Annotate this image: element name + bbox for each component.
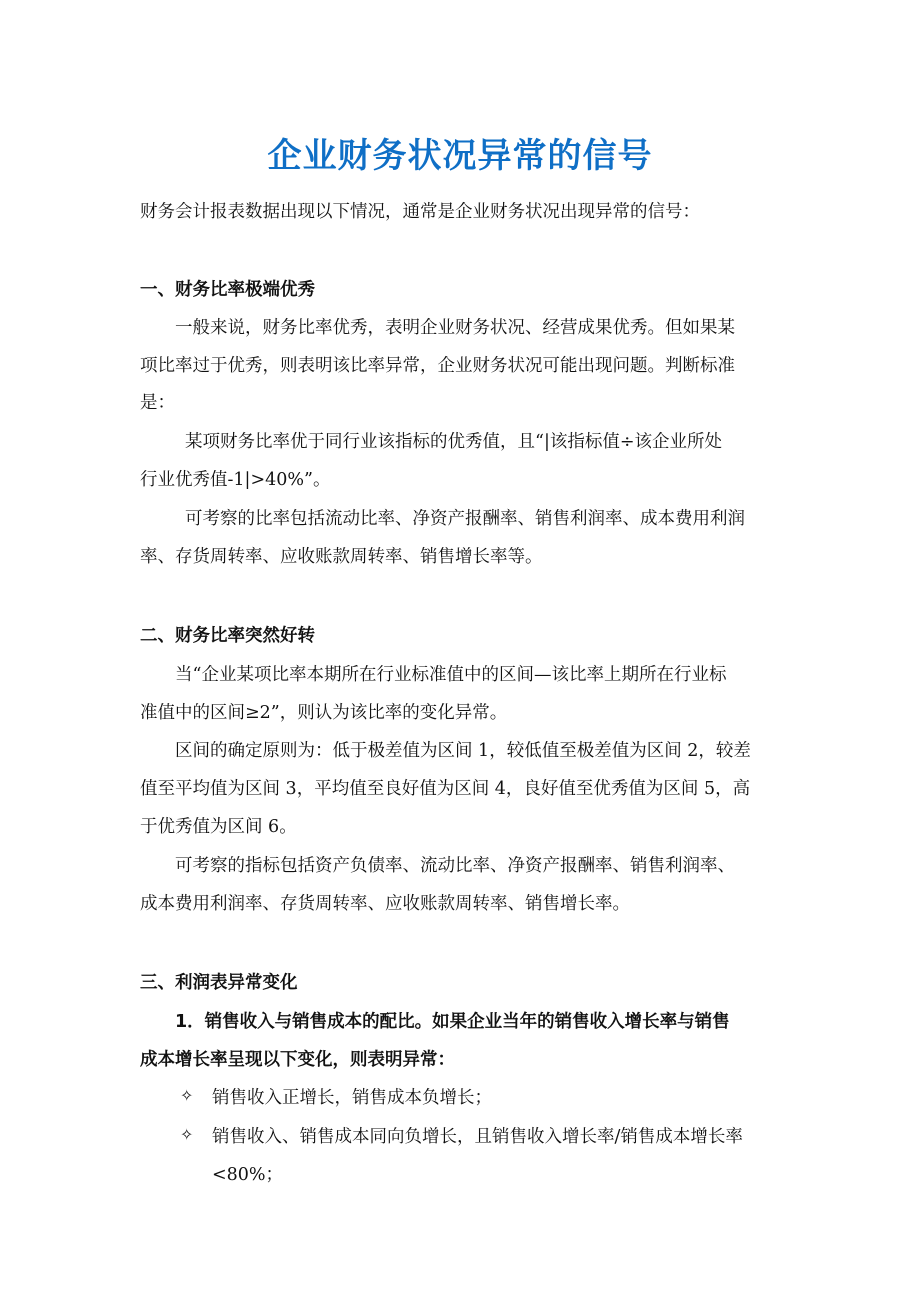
- intro-text: 财务会计报表数据出现以下情况，通常是企业财务状况出现异常的信号：: [140, 202, 700, 222]
- section2-p2-line2: 值至平均值为区间 3，平均值至良好值为区间 4，良好值至优秀值为区间 5，高: [140, 779, 751, 799]
- document-title: 企业财务状况异常的信号: [267, 136, 653, 176]
- section3-p1-line1: 1．销售收入与销售成本的配比。如果企业当年的销售收入增长率与销售: [175, 1012, 730, 1032]
- section3-bullet2-line2: <80%；: [212, 1165, 284, 1185]
- section1-p3-line2: 率、存货周转率、应收账款周转率、销售增长率等。: [140, 547, 543, 567]
- bullet-diamond-icon: ✧: [180, 1086, 194, 1105]
- section2-p2-line3: 于优秀值为区间 6。: [140, 817, 297, 837]
- section1-p2-line1: 某项财务比率优于同行业该指标的优秀值，且“|该指标值÷该企业所处: [185, 432, 723, 452]
- section1-heading: 一、财务比率极端优秀: [140, 280, 315, 300]
- section1-p1-line3: 是：: [140, 393, 175, 413]
- section1-p1-line1: 一般来说，财务比率优秀，表明企业财务状况、经营成果优秀。但如果某: [175, 318, 735, 338]
- section2-p3-line2: 成本费用利润率、存货周转率、应收账款周转率、销售增长率。: [140, 894, 630, 914]
- section3-bullet2-line1: 销售收入、销售成本同向负增长，且销售收入增长率/销售成本增长率: [212, 1127, 743, 1147]
- section2-p1-line1: 当“企业某项比率本期所在行业标准值中的区间—该比率上期所在行业标: [175, 665, 727, 685]
- section2-p3-line1: 可考察的指标包括资产负债率、流动比率、净资产报酬率、销售利润率、: [175, 856, 735, 876]
- section1-p3-line1: 可考察的比率包括流动比率、净资产报酬率、销售利润率、成本费用利润: [185, 509, 745, 529]
- section3-bullet1: 销售收入正增长，销售成本负增长；: [212, 1088, 492, 1108]
- section2-p2-line1: 区间的确定原则为：低于极差值为区间 1，较低值至极差值为区间 2，较差: [175, 741, 751, 761]
- section2-heading: 二、财务比率突然好转: [140, 626, 315, 646]
- bullet-diamond-icon: ✧: [180, 1125, 194, 1144]
- section3-heading: 三、利润表异常变化: [140, 973, 298, 993]
- section2-p1-line2: 准值中的区间≥2”，则认为该比率的变化异常。: [140, 703, 508, 723]
- section1-p1-line2: 项比率过于优秀，则表明该比率异常，企业财务状况可能出现问题。判断标准: [140, 356, 735, 376]
- section3-p1-line2: 成本增长率呈现以下变化，则表明异常：: [140, 1050, 455, 1070]
- section1-p2-line2: 行业优秀值-1|>40%”。: [140, 470, 331, 490]
